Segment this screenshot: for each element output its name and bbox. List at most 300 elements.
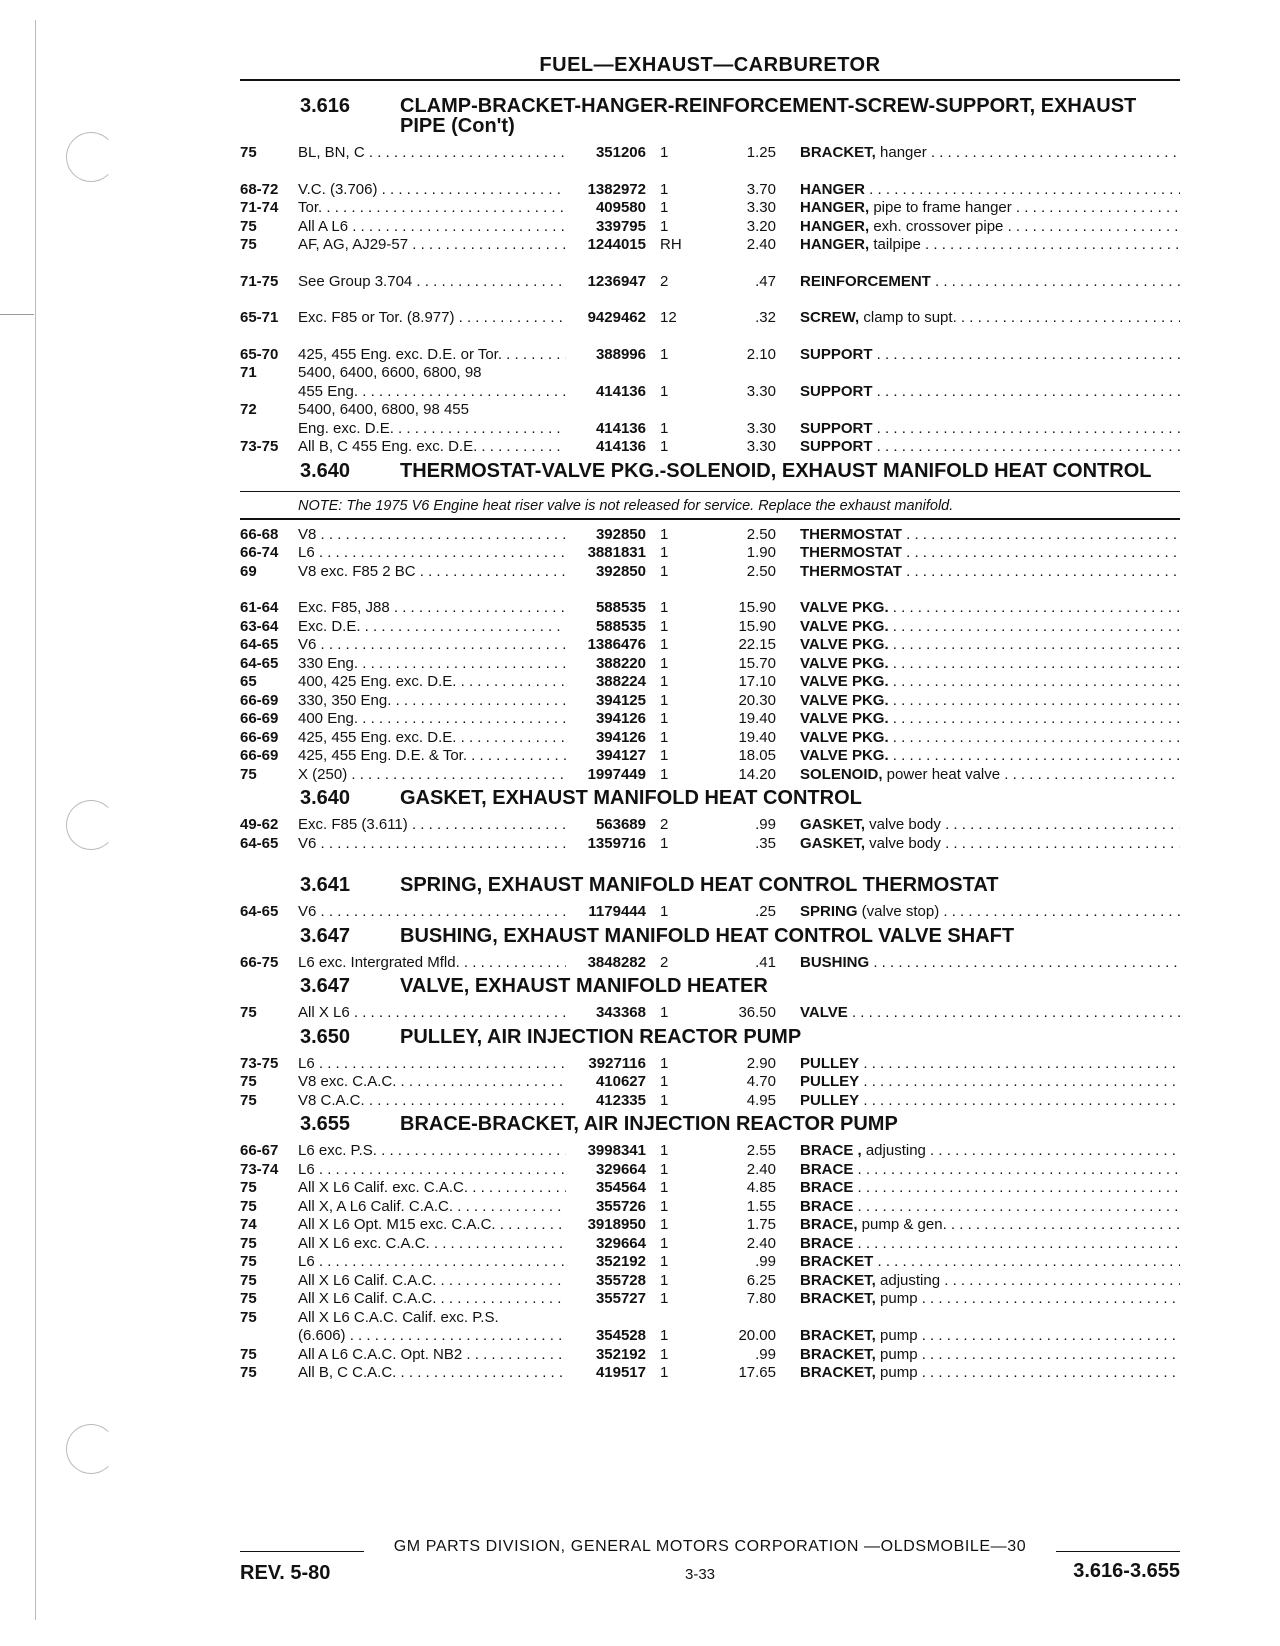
part-number: 3881831: [587, 544, 646, 561]
application-desc: All X L6 . . .: [298, 1004, 566, 1023]
part-name-main: SCREW,: [800, 309, 860, 326]
part-name-main: THERMOSTAT: [800, 544, 902, 561]
application-desc: V8 exc. C.A.C. . . .: [298, 1073, 566, 1092]
price: 19.40: [738, 728, 776, 746]
price: .99: [755, 1253, 776, 1270]
year-range: 73-75: [240, 1054, 279, 1072]
year-range: 73-75: [240, 438, 279, 455]
part-name-detail: exh. crossover pipe: [869, 217, 1004, 235]
part-name-detail: pump: [875, 1327, 918, 1344]
part-number: 352192: [595, 1253, 646, 1270]
part-name: [800, 618, 1180, 637]
part-name-main: VALVE PKG.: [800, 691, 889, 709]
part-number: 354528: [595, 1327, 646, 1344]
title-spacer: [240, 1047, 1180, 1055]
table-row: [240, 1327, 1180, 1346]
quantity: 1: [660, 544, 669, 561]
title-spacer: [240, 895, 1180, 903]
part-name-main: VALVE PKG.: [800, 599, 889, 616]
section-number: 3.641: [300, 874, 351, 896]
table-row: [240, 1142, 1180, 1161]
part-name: [800, 636, 1180, 655]
quantity: 1: [660, 834, 669, 852]
part-number: 329664: [595, 1234, 646, 1252]
price: 3.20: [746, 217, 776, 235]
application-desc: 400 Eng. . . .: [298, 710, 566, 729]
quantity: 1: [660, 382, 669, 400]
part-number: 355727: [595, 1290, 646, 1307]
year-range: [240, 383, 298, 402]
year-range: 73-74: [240, 1160, 279, 1178]
row-gap: [240, 328, 1180, 346]
year-range: 75: [240, 1271, 257, 1289]
part-name: [800, 903, 1180, 922]
part-name: [800, 218, 1180, 237]
price: 1.75: [746, 1216, 776, 1233]
year-range: 71: [240, 364, 257, 381]
application-desc: 330 Eng. . . .: [298, 655, 566, 674]
part-name-detail: pump & gen.: [857, 1216, 947, 1233]
year-range: 75: [240, 1197, 257, 1215]
section-title: [240, 96, 1180, 136]
table-row: [240, 903, 1180, 922]
quantity: 1: [660, 144, 669, 161]
part-number: 343368: [595, 1004, 646, 1021]
quantity: 1: [660, 1327, 669, 1344]
price: 36.50: [738, 1004, 776, 1021]
header-rule: [240, 79, 1180, 81]
table-row: [240, 346, 1180, 365]
table-row: [240, 1161, 1180, 1180]
application-desc: 330, 350 Eng. . . .: [298, 692, 566, 711]
year-range: 65-70: [240, 345, 279, 363]
year-range: 75: [240, 217, 257, 235]
application-desc: V6 . . .: [298, 835, 566, 854]
table-row: [240, 1092, 1180, 1111]
part-name: [800, 1290, 1180, 1309]
part-name: [800, 144, 1180, 163]
price: 3.30: [746, 419, 776, 437]
part-name-main: SPRING: [800, 903, 858, 920]
table-row: [240, 766, 1180, 785]
quantity: 1: [660, 728, 669, 746]
price: 2.40: [746, 1234, 776, 1252]
price: 15.90: [738, 599, 776, 616]
row-gap: [240, 163, 1180, 181]
page-header: FUEL—EXHAUST—CARBURETOR: [539, 54, 881, 76]
price: [694, 401, 800, 420]
year-range: 66-74: [240, 544, 279, 561]
part-name: [800, 1161, 1180, 1180]
application-desc: All A L6 . . .: [298, 218, 566, 237]
section-number: 3.640: [300, 787, 351, 809]
part-name: [800, 710, 1180, 729]
part-number: 394127: [595, 747, 646, 764]
table-row: [240, 420, 1180, 439]
price: 2.40: [746, 236, 776, 253]
part-name-detail: (valve stop): [857, 903, 940, 920]
application-desc: All X L6 Opt. M15 exc. C.A.C. . . .: [298, 1216, 566, 1235]
quantity: 1: [660, 562, 669, 580]
part-number: [566, 401, 646, 420]
quantity: RH: [660, 236, 682, 253]
application-desc: Exc. D.E. . . .: [298, 618, 566, 637]
table-row: [240, 1216, 1180, 1235]
table-row: [240, 1364, 1180, 1383]
part-number: [566, 1309, 646, 1328]
part-name-main: VALVE PKG.: [800, 728, 889, 746]
section-gap: [240, 853, 1180, 871]
punch-hole-middle: [66, 800, 116, 850]
part-name: [800, 1346, 1180, 1365]
table-row: [240, 747, 1180, 766]
quantity: 2: [660, 953, 669, 971]
part-number: 3998341: [587, 1142, 646, 1159]
part-name: [800, 346, 1180, 365]
table-row: [240, 1253, 1180, 1272]
part-name: [800, 1179, 1180, 1198]
part-name-main: VALVE PKG.: [800, 654, 889, 672]
part-name-main: THERMOSTAT: [800, 562, 902, 580]
part-number: 355728: [595, 1271, 646, 1289]
quantity: 2: [660, 272, 669, 290]
price: 4.85: [746, 1179, 776, 1196]
year-range: 64-65: [240, 834, 279, 852]
section-title: [240, 788, 1180, 808]
year-range: 66-75: [240, 953, 279, 971]
application-desc: (6.606) . . .: [298, 1327, 566, 1346]
part-name-main: BRACKET,: [800, 1364, 876, 1381]
section-title: [240, 461, 1180, 481]
page-number: 3-33: [684, 1566, 716, 1583]
part-number: 1179444: [588, 903, 646, 920]
year-range: 75: [240, 1364, 257, 1381]
application-desc: V6 . . .: [298, 903, 566, 922]
year-range: 75: [240, 1290, 257, 1307]
application-desc: 455 Eng. . . .: [298, 383, 566, 402]
price: .32: [755, 309, 776, 326]
price: 3.70: [746, 180, 776, 198]
table-row: [240, 144, 1180, 163]
table-row: [240, 618, 1180, 637]
part-name-main: BRACKET,: [800, 1327, 876, 1344]
application-desc: L6 . . .: [298, 544, 566, 563]
section-name: THERMOSTAT-VALVE PKG.-SOLENOID, EXHAUST MANIFOLD HEAT CONTROL: [400, 459, 1152, 482]
revision-label: REV. 5-80: [240, 1562, 331, 1584]
price: 20.00: [738, 1327, 776, 1344]
year-range: 75: [240, 1234, 257, 1252]
part-name: [800, 729, 1180, 748]
price: 1.55: [746, 1197, 776, 1215]
application-desc: X (250) . . .: [298, 766, 566, 785]
table-row: [240, 729, 1180, 748]
price: [694, 364, 800, 383]
part-number: 419517: [595, 1364, 646, 1381]
price: 4.70: [746, 1073, 776, 1090]
application-desc: Exc. F85 (3.611) . . .: [298, 816, 566, 835]
part-name: [800, 420, 1180, 439]
quantity: 1: [660, 1345, 669, 1363]
price: 2.40: [746, 1160, 776, 1178]
year-range: 65-71: [240, 309, 279, 326]
price: 14.20: [738, 765, 776, 783]
year-range: 66-69: [240, 747, 279, 764]
section-name: BUSHING, EXHAUST MANIFOLD HEAT CONTROL VALVE SHAFT: [400, 924, 1015, 947]
part-number: 352192: [595, 1345, 646, 1363]
part-number: 1386476: [587, 636, 646, 653]
part-name-main: SUPPORT: [800, 438, 873, 455]
section-name: SPRING, EXHAUST MANIFOLD HEAT CONTROL THERMOSTAT: [400, 874, 999, 896]
table-row: [240, 1235, 1180, 1254]
quantity: 1: [660, 636, 669, 653]
year-range: 66-68: [240, 525, 279, 543]
part-name-main: HANGER,: [800, 217, 870, 235]
part-name: [800, 766, 1180, 785]
table-row: [240, 563, 1180, 582]
part-name: [800, 835, 1180, 854]
application-desc: Exc. F85, J88 . . .: [298, 599, 566, 618]
part-name: [800, 816, 1180, 835]
section-title: [240, 976, 1180, 996]
part-number: 355726: [595, 1197, 646, 1215]
note-rule-bottom: [240, 518, 1180, 520]
quantity: 1: [660, 199, 669, 216]
quantity: 1: [660, 599, 669, 616]
year-range: 64-65: [240, 654, 279, 672]
part-name-main: SUPPORT: [800, 345, 873, 363]
part-number: 3927116: [588, 1054, 646, 1072]
part-name-main: VALVE PKG.: [800, 636, 889, 653]
part-number: 410627: [595, 1073, 646, 1090]
part-number: 414136: [595, 382, 646, 400]
application-desc: V8 C.A.C. . . .: [298, 1092, 566, 1111]
quantity: 1: [660, 1234, 669, 1252]
part-number: 409580: [595, 199, 646, 216]
quantity: 1: [660, 1364, 669, 1381]
title-spacer: [240, 136, 1180, 144]
year-range: 49-62: [240, 816, 279, 833]
section-number: 3.640: [300, 459, 351, 482]
year-range: 75: [240, 144, 257, 161]
application-desc: V6 . . .: [298, 636, 566, 655]
part-name: [800, 438, 1180, 457]
parts-listing: [240, 92, 1180, 1383]
year-range: 75: [240, 1308, 257, 1326]
price: 1.90: [746, 544, 776, 561]
part-name: [800, 563, 1180, 582]
footer-rule-right: [1056, 1551, 1180, 1552]
part-name-detail: pipe to frame hanger: [869, 199, 1012, 216]
table-row: [240, 816, 1180, 835]
section-name: BRACE-BRACKET, AIR INJECTION REACTOR PUMP: [400, 1113, 898, 1135]
part-number: 1359716: [587, 834, 646, 852]
part-number: 351206: [595, 144, 646, 161]
part-name-main: PULLEY: [800, 1091, 860, 1109]
part-name-main: BRACKET,: [800, 1271, 876, 1289]
part-name-main: SUPPORT: [800, 419, 873, 437]
part-name-detail: tailpipe: [869, 236, 921, 253]
year-range: 71-74: [240, 199, 279, 216]
quantity: 1: [660, 1054, 669, 1072]
price: .99: [755, 816, 776, 833]
part-name-main: BRACE,: [800, 1216, 858, 1233]
section-range: 3.616-3.655: [1073, 1560, 1180, 1582]
table-row: [240, 1073, 1180, 1092]
table-row: [240, 954, 1180, 973]
title-spacer: [240, 808, 1180, 816]
part-name-detail: adjusting: [861, 1142, 926, 1159]
part-name-main: HANGER,: [800, 236, 870, 253]
part-number: 1997449: [587, 765, 646, 783]
year-range: 68-72: [240, 180, 279, 198]
quantity: 2: [660, 816, 669, 833]
year-range: [240, 1327, 298, 1346]
application-desc: All A L6 C.A.C. Opt. NB2 . . .: [298, 1346, 566, 1365]
price: 22.15: [738, 636, 776, 653]
price: .99: [755, 1345, 776, 1363]
section-note: NOTE: The 1975 V6 Engine heat riser valve is not released for service. Replace the exhaust manifold.: [298, 497, 954, 514]
price: 20.30: [738, 691, 776, 709]
part-number: 394126: [595, 710, 646, 727]
section-title: [240, 1114, 1180, 1134]
quantity: 1: [660, 1216, 669, 1233]
part-name-main: VALVE PKG.: [800, 747, 889, 764]
quantity: 1: [660, 617, 669, 635]
part-name: [800, 673, 1180, 692]
part-number: 329664: [595, 1160, 646, 1178]
part-number: 388220: [595, 654, 646, 672]
part-name-main: BRACKET,: [800, 144, 876, 161]
table-row: [240, 1272, 1180, 1291]
application-desc: All B, C 455 Eng. exc. D.E. . . .: [298, 438, 566, 457]
application-desc: 425, 455 Eng. exc. D.E. or Tor. . . .: [298, 346, 566, 365]
part-name: [800, 1272, 1180, 1291]
price: 1.25: [746, 144, 776, 161]
quantity: 1: [660, 691, 669, 709]
section-number: 3.647: [300, 924, 351, 947]
price: 2.50: [746, 562, 776, 580]
application-desc: All B, C C.A.C. . . .: [298, 1364, 566, 1383]
application-desc: L6 . . .: [298, 1253, 566, 1272]
price: 2.50: [746, 525, 776, 543]
part-number: 388224: [595, 673, 646, 690]
quantity: 1: [660, 438, 669, 455]
table-row: [240, 364, 1180, 383]
quantity: 1: [660, 345, 669, 363]
section-title: [240, 926, 1180, 946]
table-row: [240, 710, 1180, 729]
price: 17.10: [738, 673, 776, 690]
application-desc: 5400, 6400, 6800, 98 455: [298, 401, 469, 418]
year-range: 74: [240, 1216, 257, 1233]
application-desc: All X L6 exc. C.A.C. . . .: [298, 1235, 566, 1254]
table-row: [240, 438, 1180, 457]
year-range: 75: [240, 765, 257, 783]
part-name: [800, 1142, 1180, 1161]
part-number: 9429462: [587, 309, 646, 326]
price: 4.95: [746, 1091, 776, 1109]
part-number: 1382972: [587, 180, 646, 198]
part-name: [800, 1092, 1180, 1111]
part-name-detail: pump: [875, 1290, 918, 1307]
footer-rule-left: [240, 1551, 364, 1552]
part-name-main: SUPPORT: [800, 382, 873, 400]
application-desc: BL, BN, C . . .: [298, 144, 566, 163]
table-row: [240, 636, 1180, 655]
year-range: 64-65: [240, 636, 279, 653]
price: .41: [755, 953, 776, 971]
part-name-main: REINFORCEMENT: [800, 272, 931, 290]
year-range: 75: [240, 236, 257, 253]
application-desc: 5400, 6400, 6600, 6800, 98: [298, 364, 482, 381]
price: .25: [755, 903, 776, 920]
part-number: 339795: [595, 217, 646, 235]
part-name-main: BRACE: [800, 1179, 854, 1196]
year-range: 75: [240, 1091, 257, 1109]
price: 2.55: [746, 1142, 776, 1159]
price: 3.30: [746, 199, 776, 216]
section-name: GASKET, EXHAUST MANIFOLD HEAT CONTROL: [400, 787, 862, 809]
part-name: [800, 1055, 1180, 1074]
year-range: 75: [240, 1073, 257, 1090]
year-range: 66-69: [240, 691, 279, 709]
application-desc: Exc. F85 or Tor. (8.977) . . .: [298, 309, 566, 328]
year-range: 75: [240, 1253, 257, 1270]
table-row: [240, 1346, 1180, 1365]
quantity: 1: [660, 710, 669, 727]
part-name: [800, 1235, 1180, 1254]
part-name: [800, 599, 1180, 618]
table-row: [240, 309, 1180, 328]
application-desc: See Group 3.704 . . .: [298, 273, 566, 292]
part-number: 1244015: [587, 236, 646, 253]
part-name-main: BRACE ,: [800, 1142, 862, 1159]
part-number: 354564: [595, 1179, 646, 1196]
quantity: 1: [660, 747, 669, 764]
year-range: 69: [240, 562, 257, 580]
year-range: 72: [240, 401, 257, 418]
price: 15.70: [738, 654, 776, 672]
part-name: [800, 655, 1180, 674]
part-name-detail: clamp to supt.: [859, 309, 957, 326]
part-number: 388996: [595, 345, 646, 363]
part-number: 1236947: [587, 272, 646, 290]
section-name: PULLEY, AIR INJECTION REACTOR PUMP: [400, 1025, 802, 1048]
part-name: [800, 1004, 1180, 1023]
part-name: [800, 181, 1180, 200]
row-gap: [240, 255, 1180, 273]
year-range: 71-75: [240, 272, 279, 290]
part-name: [800, 1073, 1180, 1092]
table-row: [240, 1290, 1180, 1309]
punch-hole-bottom: [66, 1424, 116, 1474]
part-name: [800, 199, 1180, 218]
table-row: [240, 526, 1180, 545]
part-name-main: BRACE: [800, 1197, 854, 1215]
table-row: [240, 692, 1180, 711]
part-name: [800, 692, 1180, 711]
price: 17.65: [738, 1364, 776, 1381]
section-number: 3.655: [300, 1113, 351, 1135]
part-name-main: BRACKET: [800, 1253, 874, 1270]
part-name-main: BRACE: [800, 1160, 854, 1178]
row-gap: [240, 581, 1180, 599]
section-title: [240, 875, 1180, 895]
year-range: 75: [240, 1345, 257, 1363]
part-name: [800, 1364, 1180, 1383]
application-desc: L6 exc. P.S. . . .: [298, 1142, 566, 1161]
part-name-detail: adjusting: [875, 1271, 941, 1289]
